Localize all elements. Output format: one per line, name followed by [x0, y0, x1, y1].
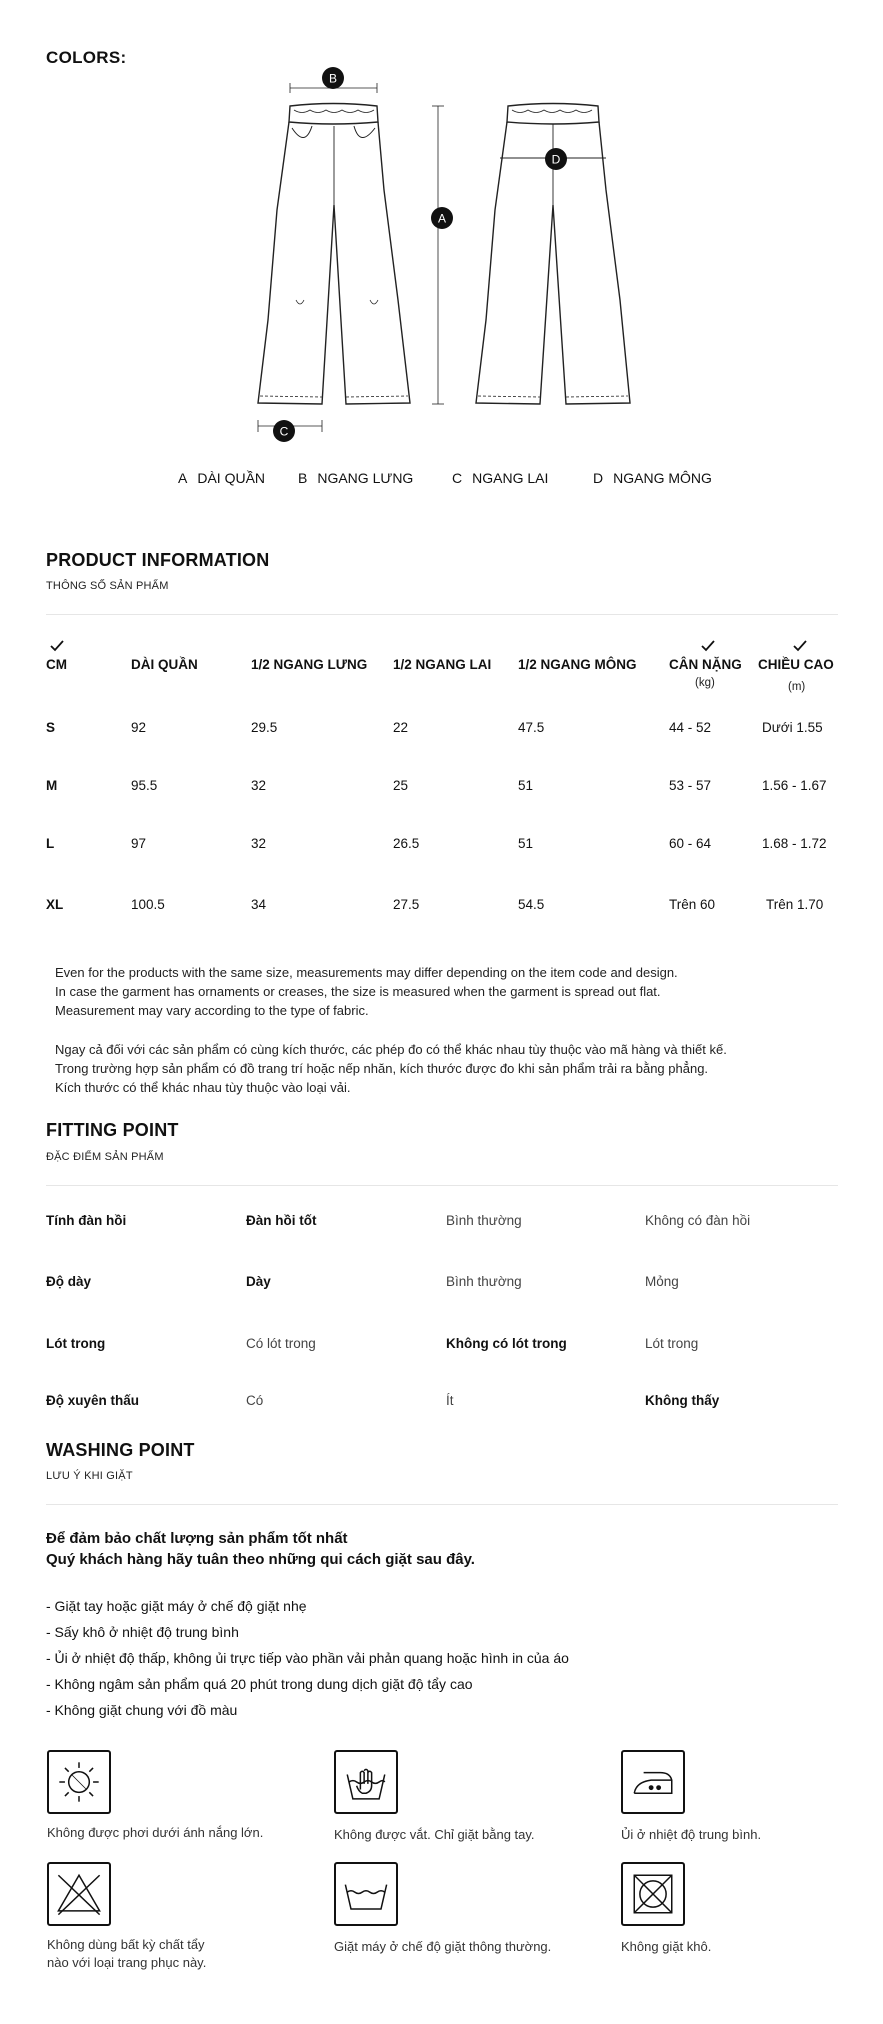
table-cell: L: [46, 836, 55, 851]
care-caption: Giặt máy ở chế độ giặt thông thường.: [334, 1939, 552, 1954]
legend-item-d: D NGANG MÔNG: [593, 470, 712, 486]
fitting-row-name: Lót trong: [46, 1336, 106, 1351]
check-icon: [700, 638, 716, 654]
table-cell: 60 - 64: [669, 836, 712, 851]
table-cell: 100.5: [131, 897, 165, 912]
check-icon: [49, 638, 65, 654]
note-line: Ngay cả đối với các sản phẩm có cùng kích thước, các phép đo có thể khác nhau tùy thuộc vào mã hàng và thiết kế.: [55, 1042, 727, 1057]
note-line: Even for the products with the same size, measurements may differ depending on the item code and design.: [55, 965, 678, 980]
table-header-hem: 1/2 NGANG LAI: [393, 657, 492, 672]
marker-d: [545, 148, 567, 170]
machine-wash-icon: [334, 1862, 398, 1926]
table-cell: 27.5: [393, 897, 420, 912]
hand-wash-icon: [334, 1750, 398, 1814]
washing-subtitle: LƯU Ý KHI GIẶT: [46, 1470, 133, 1482]
fitting-option: Có: [246, 1393, 264, 1408]
marker-a-label: A: [437, 211, 447, 226]
table-cell: 25: [393, 778, 409, 793]
fitting-option: Ít: [446, 1393, 454, 1408]
table-cell: 32: [251, 836, 267, 851]
note-line: Measurement may vary according to the type of fabric.: [55, 1003, 369, 1018]
measurement-lines: [258, 83, 606, 432]
table-cell: 44 - 52: [669, 720, 712, 735]
table-cell: Dưới 1.55: [762, 720, 823, 735]
table-cell: 51: [518, 836, 534, 851]
table-cell: S: [46, 720, 56, 735]
fitting-row-name: Tính đàn hồi: [46, 1213, 127, 1228]
table-cell: 22: [393, 720, 409, 735]
table-header-height: CHIỀU CAO: [758, 657, 834, 672]
table-cell: 32: [251, 778, 267, 793]
marker-a: [431, 207, 453, 229]
table-cell: 95.5: [131, 778, 158, 793]
table-cell: M: [46, 778, 58, 793]
table-cell: 97: [131, 836, 147, 851]
table-cell: 53 - 57: [669, 778, 712, 793]
fitting-option: Không thấy: [645, 1393, 720, 1408]
product-info-subtitle: THÔNG SỐ SẢN PHẨM: [46, 580, 169, 592]
table-header-waist: 1/2 NGANG LƯNG: [251, 657, 368, 672]
fitting-option: Dày: [246, 1274, 271, 1289]
table-cell: 34: [251, 897, 267, 912]
fitting-row-name: Độ dày: [46, 1274, 92, 1289]
fitting-option: Mỏng: [645, 1274, 679, 1289]
height-unit: (m): [788, 681, 806, 693]
table-cell: 26.5: [393, 836, 420, 851]
iron-medium-icon: [621, 1750, 685, 1814]
table-cell: 1.68 - 1.72: [762, 836, 827, 851]
fitting-option: Lót trong: [645, 1336, 699, 1351]
marker-c-label: C: [279, 424, 289, 439]
note-line: Kích thước có thể khác nhau tùy thuộc vào loại vải.: [55, 1080, 351, 1095]
list-item: - Không giặt chung với đồ màu: [46, 1702, 238, 1718]
note-line: In case the garment has ornaments or creases, the size is measured when the garment is spread out flat.: [55, 984, 661, 999]
front-view-pants: [258, 104, 410, 405]
fitting-option: Đàn hồi tốt: [246, 1213, 317, 1228]
divider: [46, 1504, 838, 1505]
check-icon: [792, 638, 808, 654]
marker-c: [273, 420, 295, 442]
table-cell: Trên 1.70: [766, 897, 824, 912]
table-header-weight: CÂN NẶNG: [669, 657, 742, 672]
marker-d-label: D: [551, 152, 561, 167]
measurement-notes-vi: [55, 1040, 727, 1097]
washing-instructions-list: [46, 1593, 569, 1723]
list-item: - Không ngâm sản phẩm quá 20 phút trong dung dịch giặt độ tẩy cao: [46, 1676, 473, 1692]
list-item: - Ủi ở nhiệt độ thấp, không ủi trực tiếp vào phần vải phản quang hoặc hình in của áo: [46, 1650, 569, 1666]
legend-item-a: A DÀI QUẦN: [178, 470, 266, 486]
legend-item-c: C NGANG LAI: [452, 470, 549, 486]
no-dry-clean-icon: [621, 1862, 685, 1926]
washing-heading-line: Quý khách hàng hãy tuân theo những qui cách giặt sau đây.: [46, 1551, 475, 1568]
care-caption: Không giặt khô.: [621, 1939, 712, 1954]
fitting-option: Bình thường: [446, 1274, 522, 1289]
list-item: - Giặt tay hoặc giặt máy ở chế độ giặt nhẹ: [46, 1598, 307, 1614]
table-cell: XL: [46, 897, 64, 912]
pants-measurement-diagram: [0, 60, 883, 460]
divider: [46, 1185, 838, 1186]
table-cell: 47.5: [518, 720, 545, 735]
fitting-row-name: Độ xuyên thấu: [46, 1393, 140, 1408]
table-header-length: DÀI QUẦN: [131, 657, 198, 672]
fitting-option: Không có lót trong: [446, 1336, 567, 1351]
table-cell: Trên 60: [669, 897, 716, 912]
fitting-option: Có lót trong: [246, 1336, 316, 1351]
fitting-option: Không có đàn hồi: [645, 1213, 751, 1228]
marker-b: [322, 67, 344, 89]
table-cell: 92: [131, 720, 147, 735]
table-cell: 54.5: [518, 897, 545, 912]
table-cell: 29.5: [251, 720, 278, 735]
weight-unit: (kg): [695, 677, 715, 689]
list-item: - Sấy khô ở nhiệt độ trung bình: [46, 1624, 239, 1640]
table-header-hip: 1/2 NGANG MÔNG: [518, 657, 637, 672]
fitting-option: Bình thường: [446, 1213, 522, 1228]
washing-heading: [46, 1528, 475, 1570]
no-bleach-icon: [47, 1862, 111, 1926]
care-caption: Không dùng bất kỳ chất tẩy nào với loại trang phục này.: [47, 1937, 207, 1970]
divider: [46, 614, 838, 615]
table-cell: 51: [518, 778, 534, 793]
fitting-title: FITTING POINT: [46, 1120, 179, 1140]
table-cell: 1.56 - 1.67: [762, 778, 827, 793]
care-caption: Ủi ở nhiệt độ trung bình.: [621, 1827, 762, 1842]
legend-item-b: B NGANG LƯNG: [298, 470, 414, 486]
table-header-cm: CM: [46, 657, 67, 672]
fitting-subtitle: ĐẶC ĐIỂM SẢN PHẨM: [46, 1151, 164, 1163]
washing-heading-line: Để đảm bảo chất lượng sản phẩm tốt nhất: [46, 1530, 348, 1547]
measurement-notes-en: [55, 963, 678, 1020]
product-info-title: PRODUCT INFORMATION: [46, 550, 270, 570]
marker-b-label: B: [328, 71, 338, 86]
sun-icon: [47, 1750, 111, 1814]
care-caption: Không được vắt. Chỉ giặt bằng tay.: [334, 1827, 535, 1842]
care-caption: Không được phơi dưới ánh nắng lớn.: [47, 1825, 264, 1840]
note-line: Trong trường hợp sản phẩm có đồ trang trí hoặc nếp nhăn, kích thước được đo khi sản phẩm trải ra bằng phẳng.: [55, 1061, 709, 1076]
washing-title: WASHING POINT: [46, 1440, 195, 1460]
colors-heading: COLORS:: [46, 48, 127, 67]
